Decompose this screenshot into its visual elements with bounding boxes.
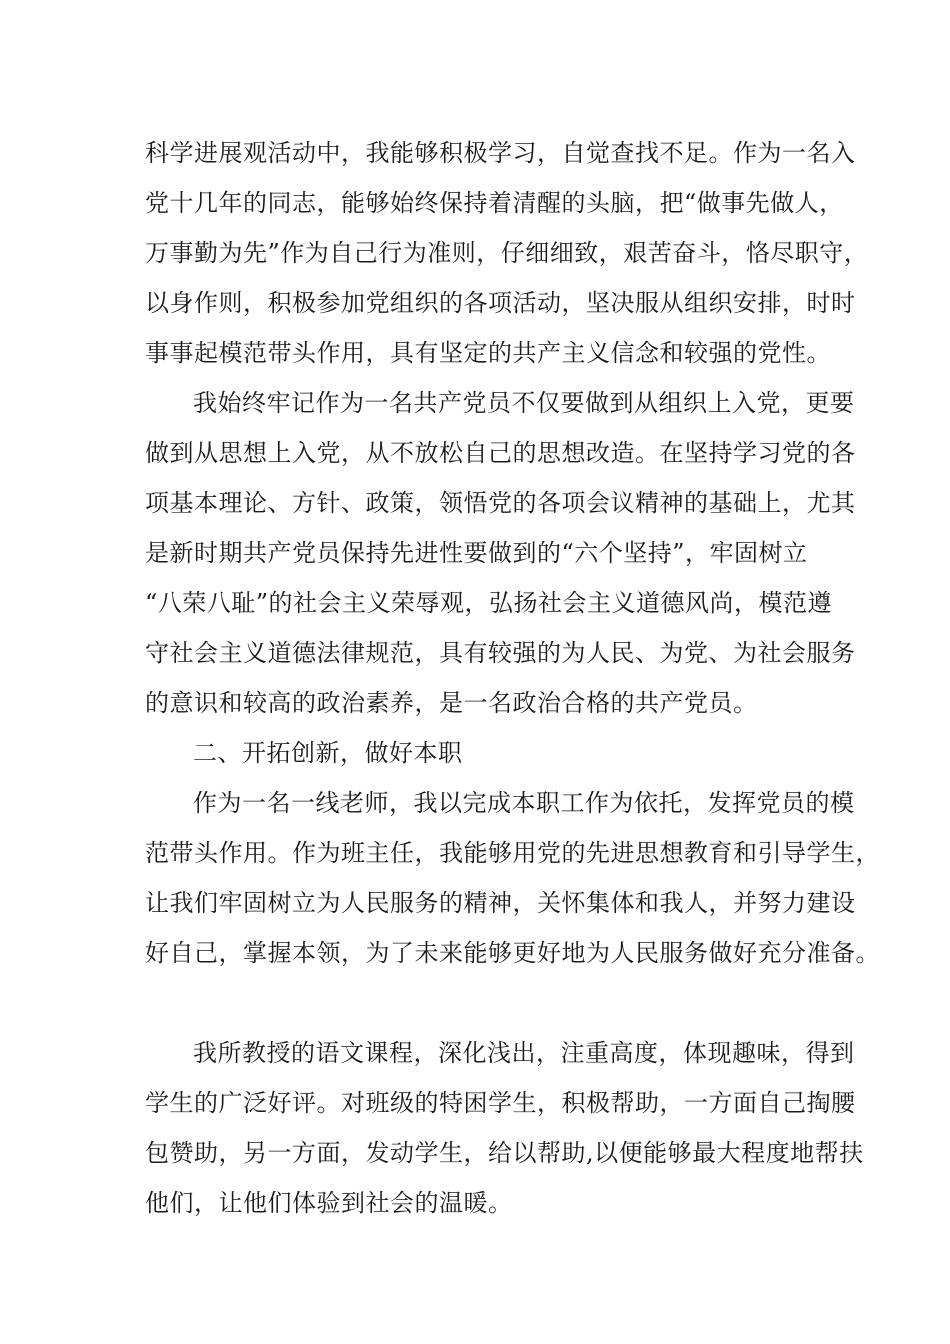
text-line: 以身作则，积极参加党组织的各项活动，坚决服从组织安排，时时	[145, 289, 856, 317]
text-line: 万事勤为先”作为自己行为准则，仔细细致，艰苦奋斗，恪尽职守，	[145, 239, 869, 267]
paragraph-first-line: 作为一名一线老师，我以完成本职工作为依托，发挥党员的模	[193, 789, 855, 817]
text-line: “八荣八耻”的社会主义荣辱观，弘扬社会主义道德风尚，模范遵	[145, 589, 833, 617]
text-line: 范带头作用。作为班主任，我能够用党的先进思想教育和引导学生，	[145, 839, 880, 867]
text-line: 守社会主义道德法律规范，具有较强的为人民、为党、为社会服务	[145, 639, 856, 667]
text-line: 好自己，掌握本领，为了未来能够更好地为人民服务做好充分准备。	[145, 939, 880, 967]
section-heading: 二、开拓创新，做好本职	[193, 739, 463, 767]
text-line: 做到从思想上入党，从不放松自己的思想改造。在坚持学习党的各	[145, 439, 856, 467]
paragraph-first-line: 我所教授的语文课程，深化浅出，注重高度，体现趣味，得到	[193, 1039, 855, 1067]
text-line: 项基本理论、方针、政策，领悟党的各项会议精神的基础上，尤其	[145, 489, 856, 517]
paragraph-first-line: 我始终牢记作为一名共产党员不仅要做到从组织上入党，更要	[193, 389, 855, 417]
text-line: 学生的广泛好评。对班级的特困学生，积极帮助，一方面自己掏腰	[145, 1089, 856, 1117]
text-line: 让我们牢固树立为人民服务的精神，关怀集体和我人，并努力建设	[145, 889, 856, 917]
text-line: 他们，让他们体验到社会的温暖。	[145, 1189, 513, 1217]
text-line: 事事起模范带头作用，具有坚定的共产主义信念和较强的党性。	[145, 339, 831, 367]
text-line: 科学进展观活动中，我能够积极学习，自觉查找不足。作为一名入	[145, 139, 856, 167]
text-line: 党十几年的同志，能够始终保持着清醒的头脑，把“做事先做人，	[145, 189, 844, 217]
text-line: 是新时期共产党员保持先进性要做到的“六个坚持”，牢固树立	[145, 539, 808, 567]
text-line: 的意识和较高的政治素养，是一名政治合格的共产党员。	[145, 689, 758, 717]
text-line: 包赞助，另一方面，发动学生，给以帮助,以便能够最大程度地帮扶	[145, 1139, 864, 1167]
